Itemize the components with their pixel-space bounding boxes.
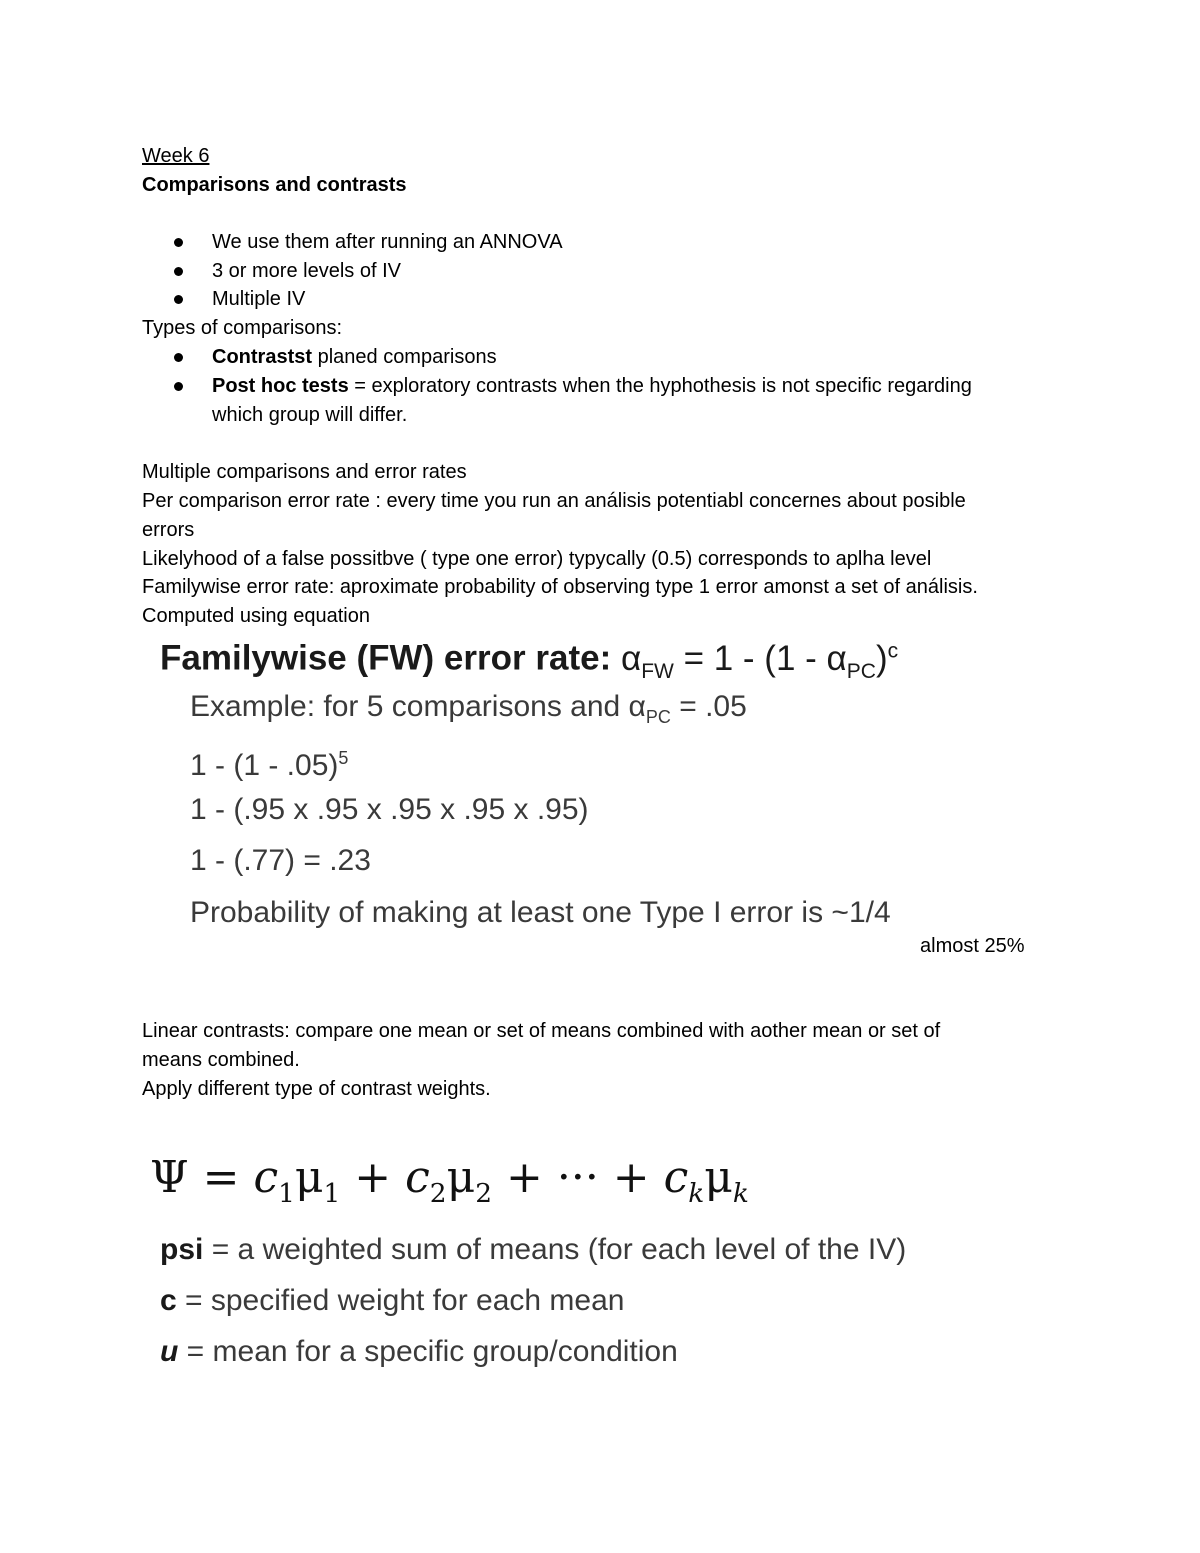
fw-example: Example: for 5 comparisons and $\alpha_{PC} = .05$ (190, 690, 747, 727)
paragraph-line: Computed using equation (142, 605, 370, 627)
psi-definition: psi = a weighted sum of means (for each level of the IV) (160, 1233, 907, 1266)
list-item (212, 343, 497, 372)
bullet-icon (174, 382, 183, 391)
paragraph-line: Apply different type of contrast weights. (142, 1078, 491, 1100)
definition: planed comparisons (312, 346, 497, 368)
week-heading: Week 6 (142, 145, 210, 167)
paragraph-line: Likelyhood of a false possitbve ( type one error) typycally (0.5) corresponds to aplha level (142, 548, 932, 570)
list-item (212, 372, 972, 401)
bullet-icon (174, 238, 183, 247)
psi-formula: $\Psi = c_1\mu_1 + c_2\mu_2$ + ··· + $c_k\mu_k$ (150, 1152, 749, 1209)
paragraph-line: Per comparison error rate : every time you run an análisis potentiabl concernes about posible (142, 490, 966, 512)
list-item: 3 or more levels of IV (212, 260, 401, 282)
bullet-icon (174, 295, 183, 304)
bullet-icon (174, 267, 183, 276)
paragraph-line: Familywise error rate: aproximate probability of observing type 1 error amonst a set of análisis. (142, 576, 978, 598)
term: Post hoc tests (212, 375, 349, 397)
types-heading: Types of comparisons: (142, 317, 343, 339)
bullet-icon (174, 353, 183, 362)
page-title: Comparisons and contrasts (142, 174, 407, 196)
fw-step-2: 1 - (.95 x .95 x .95 x .95 x .95) (190, 793, 589, 826)
paragraph-line: Linear contrasts: compare one mean or set of means combined with aother mean or set of (142, 1020, 941, 1042)
definition: = exploratory contrasts when the hyphothesis is not specific regarding (348, 375, 972, 397)
fw-formula-title: Familywise (FW) error rate: $\alpha_{FW} = 1 - (1 - \alpha_{PC})^c$ (160, 638, 899, 683)
term: Contrastst (212, 346, 313, 368)
fw-formula: $\alpha_{FW} = 1 - (1 - \alpha_{PC})^c$ (620, 638, 899, 683)
definition-continued: which group will differ. (212, 404, 408, 426)
fw-step-1: 1 - (1 - .05)$^5$ (190, 748, 349, 782)
fw-conclusion: Probability of making at least one Type I error is ~1/4 (190, 896, 891, 929)
list-item: Multiple IV (212, 288, 306, 310)
fw-step-3: 1 - (.77) = .23 (190, 844, 371, 877)
section-heading: Multiple comparisons and error rates (142, 461, 467, 483)
u-definition: u = mean for a specific group/condition (160, 1335, 678, 1368)
paragraph-line: errors (142, 519, 195, 541)
c-definition: c = specified weight for each mean (160, 1284, 625, 1317)
paragraph-line: means combined. (142, 1049, 300, 1071)
list-item: We use them after running an ANNOVA (212, 231, 563, 253)
note: almost 25% (920, 935, 1025, 957)
